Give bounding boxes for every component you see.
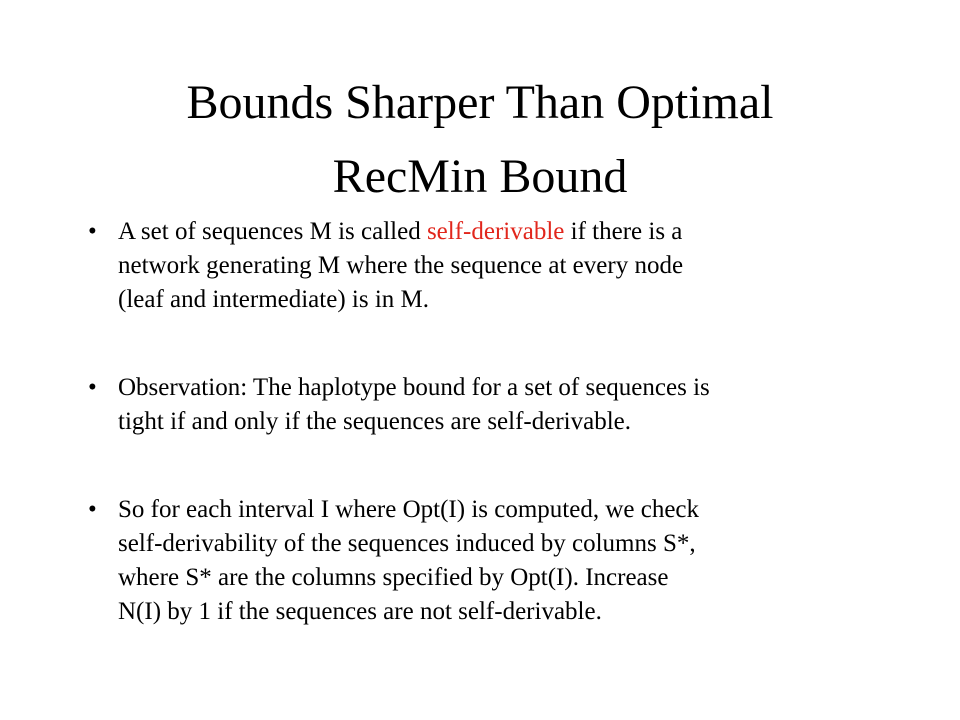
bullet-self-derivable-definition [88,215,888,317]
bullet-2-line-2: tight if and only if the sequences are self-derivable. [118,408,632,435]
bullet-2-line-1: Observation: The haplotype bound for a set of sequences is [118,374,710,401]
bullet-list [88,215,888,629]
bullet-1-line-1-post: if there is a [564,218,683,245]
bullet-dot-icon: • [88,218,97,245]
bullet-dot-icon: • [88,374,97,401]
bullet-interval-check [88,493,888,629]
bullet-1-line-1-pre: A set of sequences M is called [118,218,427,245]
bullet-3-line-3: where S* are the columns specified by Opt(I). Increase [118,564,669,591]
bullet-3-line-1: So for each interval I where Opt(I) is computed, we check [118,496,700,523]
bullet-1-line-3: (leaf and intermediate) is in M. [118,286,429,313]
slide-title [60,66,900,215]
bullet-1-line-2: network generating M where the sequence at every node [118,252,684,279]
bullet-3-line-2: self-derivability of the sequences induced by columns S*, [118,530,696,557]
slide-title-line-2: RecMin Bound [332,150,628,204]
bullet-1-line-1 [118,215,888,249]
bullet-observation [88,371,888,439]
slide-title-line-1: Bounds Sharper Than Optimal [186,76,774,129]
self-derivable-term: self-derivable [426,218,565,245]
bullet-3-line-4: N(I) by 1 if the sequences are not self-derivable. [118,598,602,625]
bullet-dot-icon: • [88,496,97,523]
